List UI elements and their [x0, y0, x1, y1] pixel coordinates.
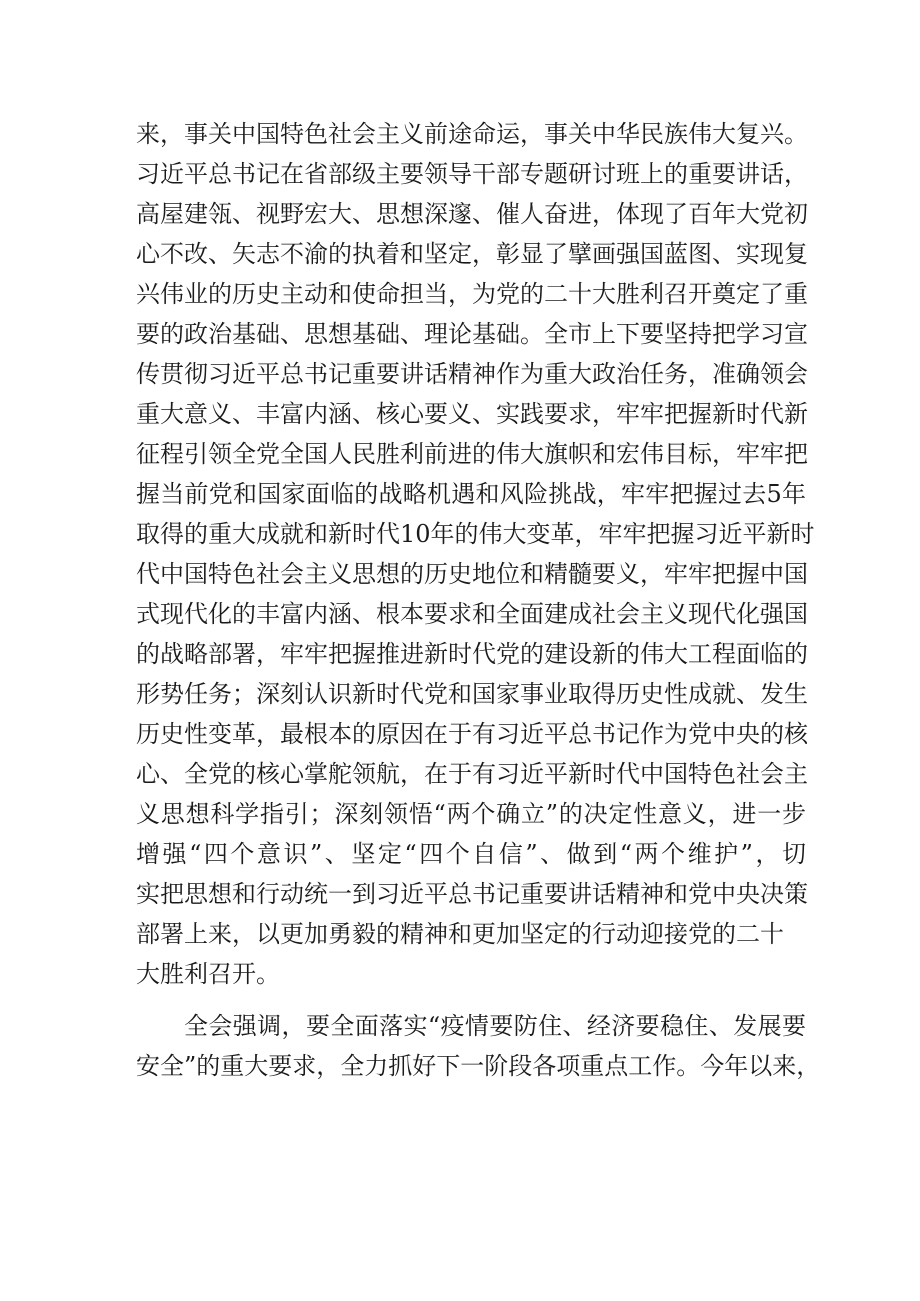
document-body [136, 114, 821, 1086]
text-line: 传贯彻习近平总书记重要讲话精神作为重大政治任务，准确领会 [136, 360, 808, 388]
text-line: 义思想科学指引；深刻领悟“两个确立”的决定性意义，进一步 [136, 800, 806, 828]
text-line: 式现代化的丰富内涵、根本要求和全面建成社会主义现代化强国 [136, 600, 808, 628]
text-line: 高屋建瓴、视野宏大、思想深邃、催人奋进，体现了百年大党初 [136, 200, 808, 228]
text-line: 取得的重大成就和新时代10年的伟大变革，牢牢把握习近平新时 [136, 520, 815, 548]
text-line: 重大意义、丰富内涵、核心要义、实践要求，牢牢把握新时代新 [136, 400, 808, 428]
text-line: 习近平总书记在省部级主要领导干部专题研讨班上的重要讲话， [136, 160, 808, 188]
text-line: 兴伟业的历史主动和使命担当，为党的二十大胜利召开奠定了重 [136, 280, 808, 308]
text-line: 握当前党和国家面临的战略机遇和风险挑战，牢牢把握过去5年 [136, 480, 806, 508]
text-line: 部署上来，以更加勇毅的精神和更加坚定的行动迎接党的二十 [136, 920, 784, 948]
text-line: 心不改、矢志不渝的执着和坚定，彰显了擘画强国蓝图、实现复 [136, 240, 808, 268]
text-line: 心、全党的核心掌舵领航，在于有习近平新时代中国特色社会主 [136, 760, 808, 788]
text-line: 要的政治基础、思想基础、理论基础。全市上下要坚持把学习宣 [136, 320, 808, 348]
text-line: 来，事关中国特色社会主义前途命运，事关中华民族伟大复兴。 [136, 120, 808, 148]
text-line: 形势任务；深刻认识新时代党和国家事业取得历史性成就、发生 [136, 680, 808, 708]
text-line: 征程引领全党全国人民胜利前进的伟大旗帜和宏伟目标，牢牢把 [136, 440, 808, 468]
paragraph-2 [136, 1006, 821, 1086]
text-line: 增强“四个意识”、坚定“四个自信”、做到“两个维护”，切 [136, 840, 806, 868]
paragraph-1 [136, 114, 815, 994]
text-line: 全会强调，要全面落实“疫情要防住、经济要稳住、发展要 [184, 1012, 806, 1040]
text-line: 历史性变革，最根本的原因在于有习近平总书记作为党中央的核 [136, 720, 808, 748]
text-line: 大胜利召开。 [136, 960, 280, 988]
text-line: 的战略部署，牢牢把握推进新时代党的建设新的伟大工程面临的 [136, 640, 808, 668]
text-line: 实把思想和行动统一到习近平总书记重要讲话精神和党中央决策 [136, 880, 808, 908]
text-line: 安全”的重大要求，全力抓好下一阶段各项重点工作。今年以来， [136, 1052, 821, 1080]
paragraph-spacer [136, 994, 806, 1006]
text-line: 代中国特色社会主义思想的历史地位和精髓要义，牢牢把握中国 [136, 560, 808, 588]
